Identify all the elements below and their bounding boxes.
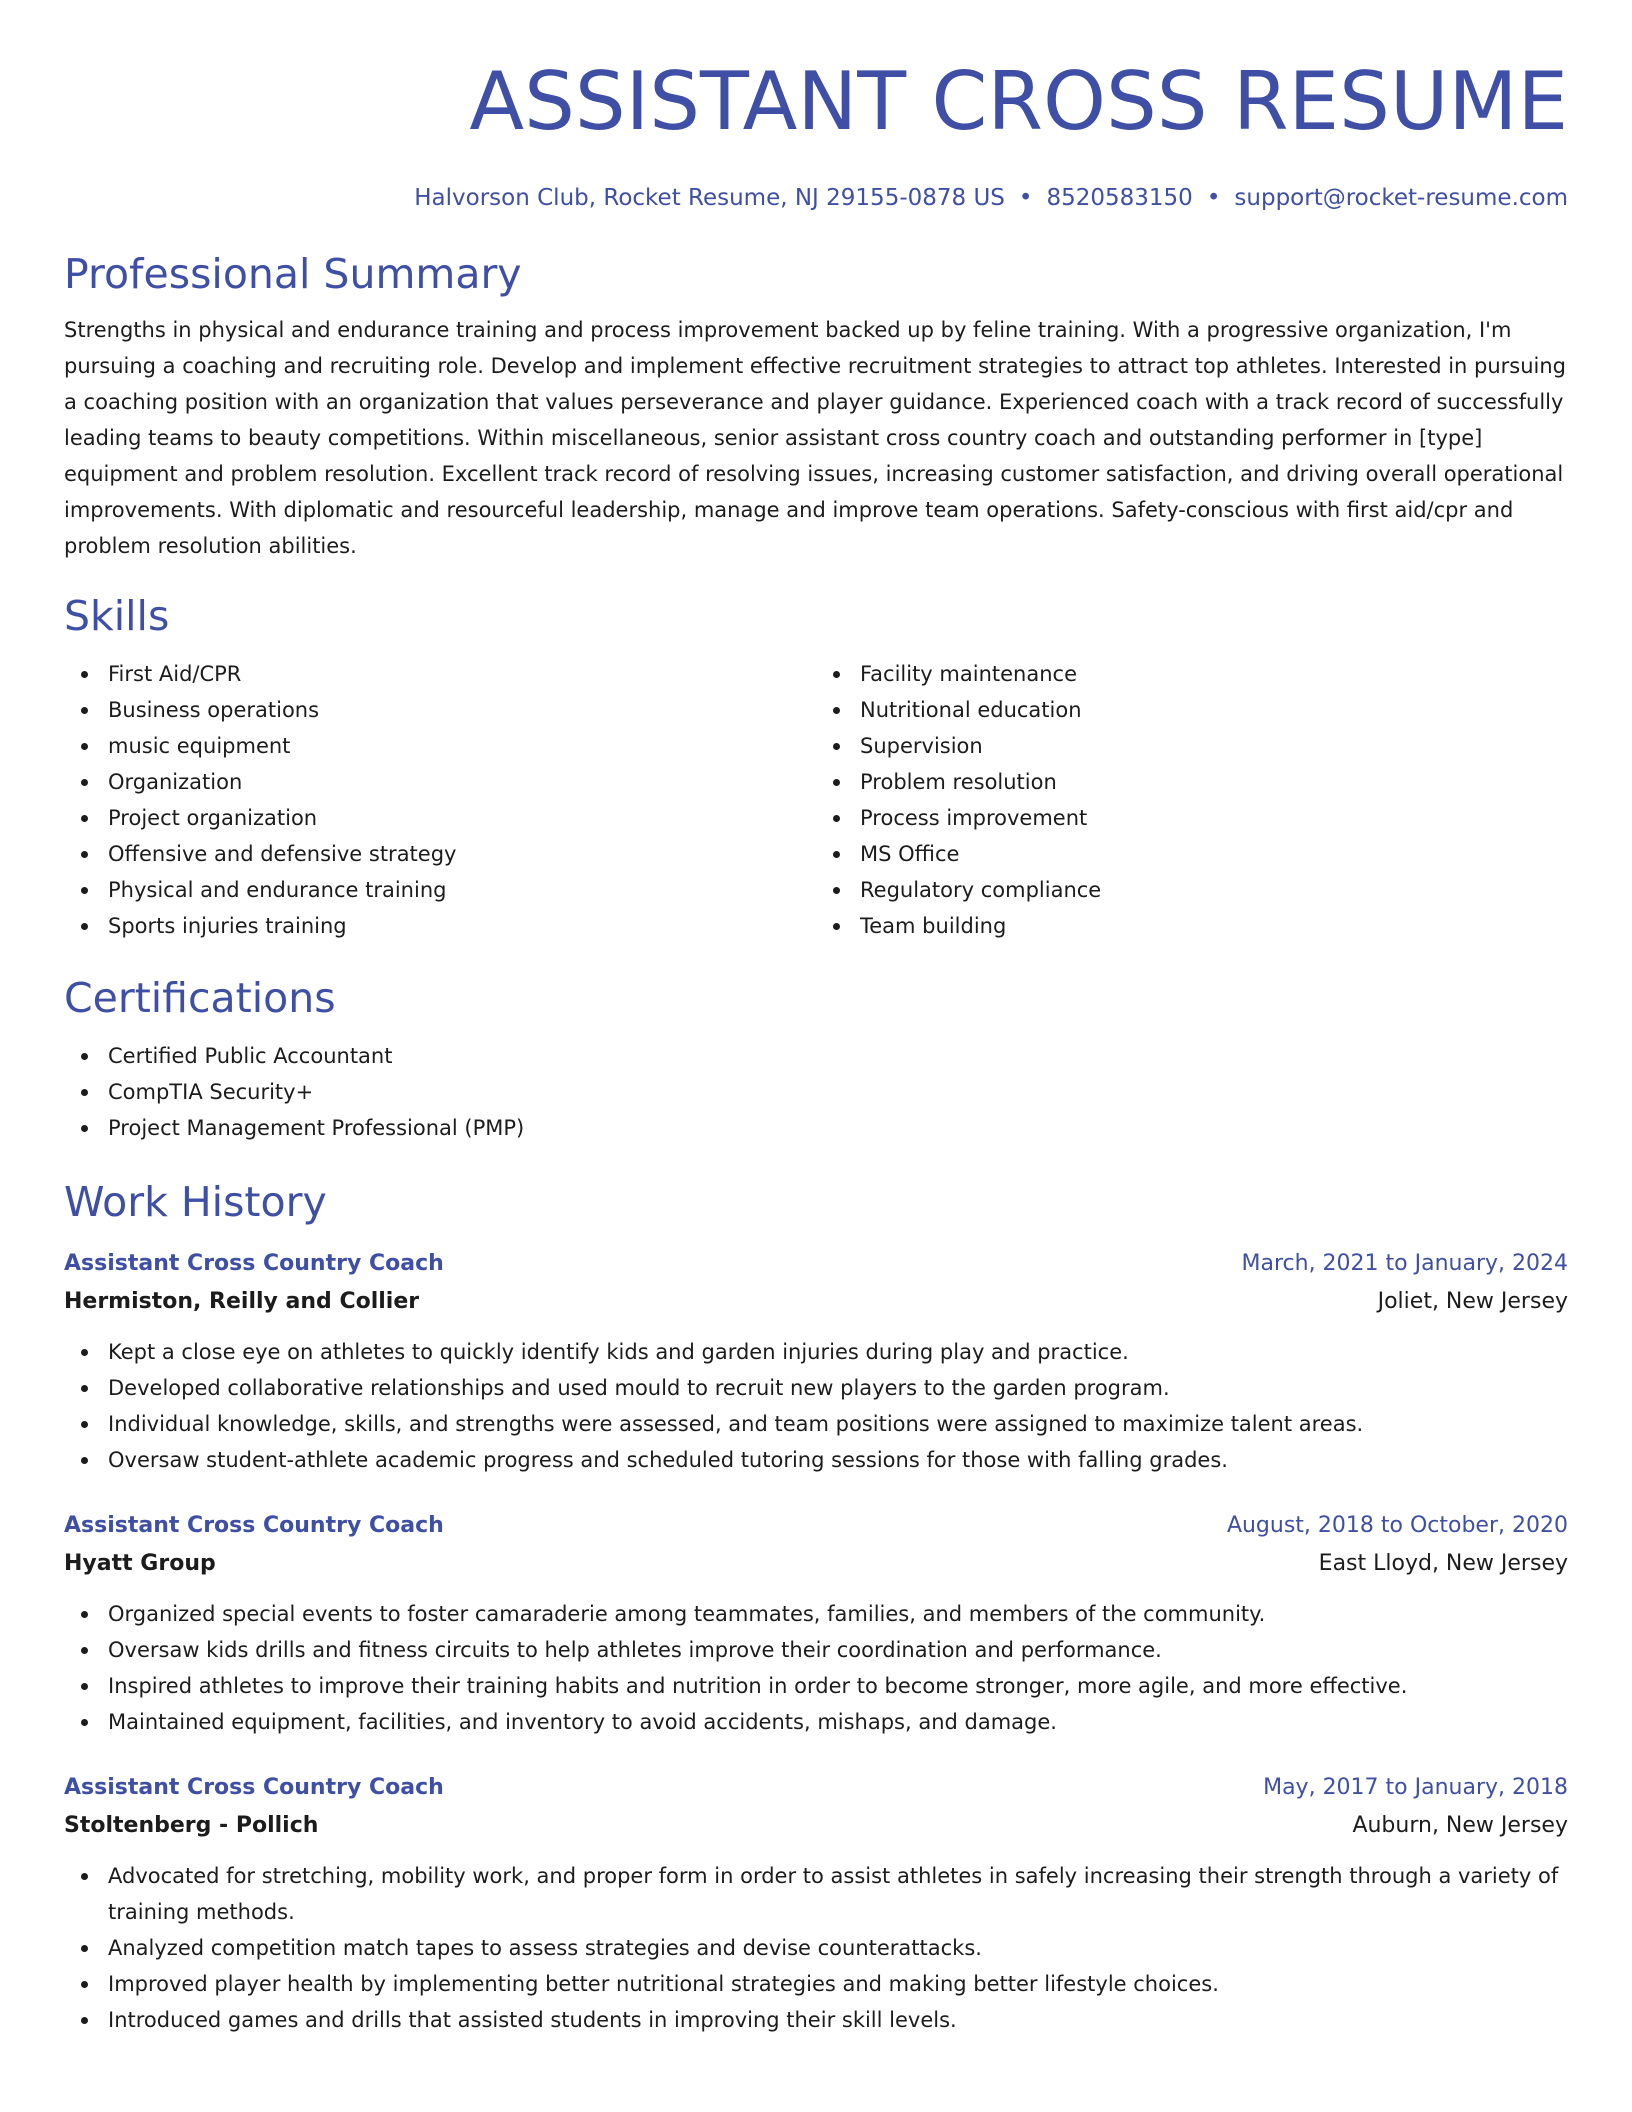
job-bullet: Maintained equipment, facilities, and inventory to avoid accidents, mishaps, and damage. bbox=[108, 1704, 1568, 1740]
skills-grid bbox=[64, 656, 1568, 944]
job-company-row bbox=[64, 1282, 1568, 1322]
job-bullet: Kept a close eye on athletes to quickly identify kids and garden injuries during play and practice. bbox=[108, 1334, 1568, 1370]
skill-item: First Aid/CPR bbox=[108, 656, 816, 692]
skill-item: Facility maintenance bbox=[860, 656, 1568, 692]
job-entry bbox=[64, 1508, 1568, 1740]
skill-item: Regulatory compliance bbox=[860, 872, 1568, 908]
job-bullet: Advocated for stretching, mobility work, and proper form in order to assist athletes in safely increasing their strength through a variety of training methods. bbox=[108, 1858, 1568, 1930]
job-bullets bbox=[64, 1596, 1568, 1740]
skill-item: MS Office bbox=[860, 836, 1568, 872]
job-location: Joliet, New Jersey bbox=[1377, 1289, 1568, 1314]
job-company: Hyatt Group bbox=[64, 1551, 216, 1576]
job-title: Assistant Cross Country Coach bbox=[64, 1513, 444, 1538]
job-header-row bbox=[64, 1770, 1568, 1806]
skill-item: Project organization bbox=[108, 800, 816, 836]
skill-item: Physical and endurance training bbox=[108, 872, 816, 908]
job-bullet: Oversaw kids drills and fitness circuits to help athletes improve their coordination and performance. bbox=[108, 1632, 1568, 1668]
job-bullet: Individual knowledge, skills, and strengths were assessed, and team positions were assigned to maximize talent areas. bbox=[108, 1406, 1568, 1442]
contact-email: support@rocket-resume.com bbox=[1234, 185, 1568, 211]
job-company-row bbox=[64, 1806, 1568, 1846]
job-title: Assistant Cross Country Coach bbox=[64, 1251, 444, 1276]
job-bullets bbox=[64, 1858, 1568, 2038]
certification-item: CompTIA Security+ bbox=[108, 1074, 1568, 1110]
skill-item: Process improvement bbox=[860, 800, 1568, 836]
job-location: East Lloyd, New Jersey bbox=[1318, 1551, 1568, 1576]
job-dates: August, 2018 to October, 2020 bbox=[1226, 1513, 1568, 1538]
contact-separator: • bbox=[1018, 185, 1033, 211]
certifications-list bbox=[64, 1038, 1568, 1146]
job-bullet: Inspired athletes to improve their training habits and nutrition in order to become stronger, more agile, and more effective. bbox=[108, 1668, 1568, 1704]
job-entry bbox=[64, 1770, 1568, 2038]
job-bullet: Developed collaborative relationships and used mould to recruit new players to the garden program. bbox=[108, 1370, 1568, 1406]
skill-item: Business operations bbox=[108, 692, 816, 728]
contact-address: Halvorson Club, Rocket Resume, NJ 29155-0878 US bbox=[414, 185, 1005, 211]
job-bullet: Introduced games and drills that assisted students in improving their skill levels. bbox=[108, 2002, 1568, 2038]
job-bullet: Analyzed competition match tapes to assess strategies and devise counterattacks. bbox=[108, 1930, 1568, 1966]
job-company: Stoltenberg - Pollich bbox=[64, 1813, 319, 1838]
job-company-row bbox=[64, 1544, 1568, 1584]
skill-item: Organization bbox=[108, 764, 816, 800]
job-header-row bbox=[64, 1508, 1568, 1544]
contact-line bbox=[64, 182, 1568, 214]
skill-item: Problem resolution bbox=[860, 764, 1568, 800]
skill-item: Sports injuries training bbox=[108, 908, 816, 944]
skill-item: Nutritional education bbox=[860, 692, 1568, 728]
job-header-row bbox=[64, 1246, 1568, 1282]
job-location: Auburn, New Jersey bbox=[1352, 1813, 1568, 1838]
skill-item: Offensive and defensive strategy bbox=[108, 836, 816, 872]
certifications-heading: Certifications bbox=[64, 974, 336, 1022]
job-company: Hermiston, Reilly and Collier bbox=[64, 1289, 420, 1314]
skills-heading: Skills bbox=[64, 592, 170, 640]
contact-phone: 8520583150 bbox=[1046, 185, 1193, 211]
summary-text: Strengths in physical and endurance training and process improvement backed up by feline training. With a progressive organization, I'm pursuing a coaching and recruiting role. Develop and implement effective recruitment strategies to attract top athletes. Interested in pursuing a coaching position with an organization that values perseverance and player guidance. Experienced coach with a track record of successfully leading teams to beauty competitions. Within miscellaneous, senior assistant cross country coach and outstanding performer in [type] equipment and problem resolution. Excellent track record of resolving issues, increasing customer satisfaction, and driving overall operational improvements. With diplomatic and resourceful leadership, manage and improve team operations. Safety-conscious with first aid/cpr and problem resolution abilities. bbox=[64, 318, 1567, 558]
skill-item: Team building bbox=[860, 908, 1568, 944]
skills-list-left bbox=[64, 656, 816, 944]
job-bullets bbox=[64, 1334, 1568, 1478]
job-bullet: Improved player health by implementing better nutritional strategies and making better lifestyle choices. bbox=[108, 1966, 1568, 2002]
work-history-heading: Work History bbox=[64, 1178, 327, 1226]
job-title: Assistant Cross Country Coach bbox=[64, 1775, 444, 1800]
summary-heading: Professional Summary bbox=[64, 250, 522, 298]
job-dates: May, 2017 to January, 2018 bbox=[1263, 1775, 1568, 1800]
certification-item: Certified Public Accountant bbox=[108, 1038, 1568, 1074]
certification-item: Project Management Professional (PMP) bbox=[108, 1110, 1568, 1146]
resume-name: ASSISTANT CROSS RESUME bbox=[469, 55, 1568, 148]
skill-item: music equipment bbox=[108, 728, 816, 764]
job-bullet: Organized special events to foster camaraderie among teammates, families, and members of the community. bbox=[108, 1596, 1568, 1632]
job-dates: March, 2021 to January, 2024 bbox=[1241, 1251, 1568, 1276]
job-entry bbox=[64, 1246, 1568, 1478]
skills-list-right bbox=[816, 656, 1568, 944]
contact-separator: • bbox=[1206, 185, 1221, 211]
job-bullet: Oversaw student-athlete academic progress and scheduled tutoring sessions for those with falling grades. bbox=[108, 1442, 1568, 1478]
resume-page bbox=[64, 52, 1568, 2038]
skill-item: Supervision bbox=[860, 728, 1568, 764]
